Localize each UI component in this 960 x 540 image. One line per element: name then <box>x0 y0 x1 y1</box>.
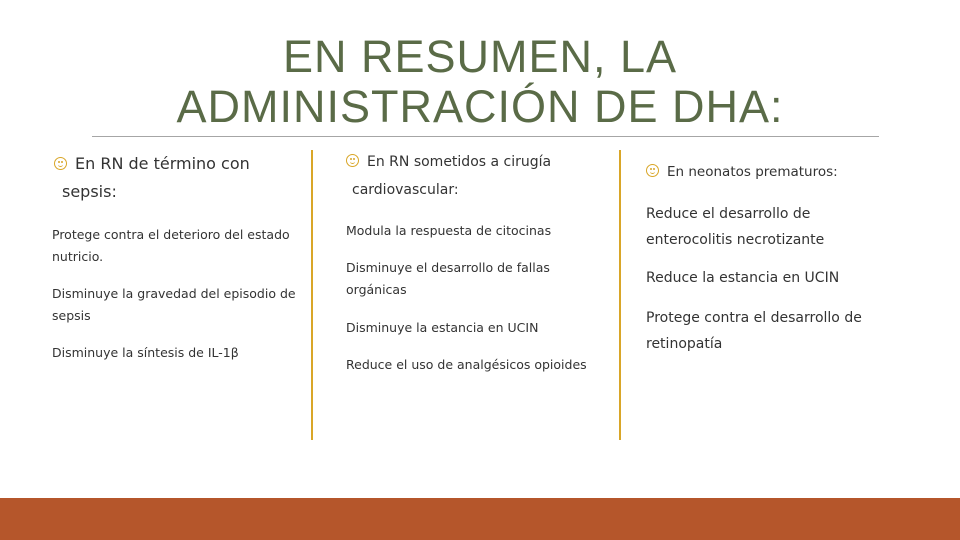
item-line: sepsis <box>52 308 91 323</box>
list-item <box>346 354 608 376</box>
footer-band <box>0 498 960 540</box>
list-item <box>346 257 608 301</box>
slide-title <box>100 32 860 132</box>
item-line: Modula la respuesta de citocinas <box>346 223 552 238</box>
item-line: Disminuye la estancia en UCIN <box>346 320 539 335</box>
list-item <box>52 224 308 268</box>
item-line: Reduce el uso de analgésicos opioides <box>346 357 587 372</box>
smiley-icon <box>54 157 67 170</box>
item-line: Protege contra el deterioro del estado <box>52 227 290 242</box>
column-divider-1 <box>311 150 313 440</box>
item-line: Disminuye la gravedad del episodio de <box>52 286 296 301</box>
smiley-icon <box>646 164 659 177</box>
heading-line-1: En neonatos prematuros: <box>667 164 838 180</box>
smiley-icon <box>346 154 359 167</box>
heading-line-1: En RN sometidos a cirugía <box>367 154 552 170</box>
item-line: Disminuye el desarrollo de fallas <box>346 260 550 275</box>
title-line-1: EN RESUMEN, LA <box>282 31 678 82</box>
list-item <box>646 305 886 357</box>
item-line: retinopatía <box>646 336 723 352</box>
item-line: Disminuye la síntesis de IL-1β <box>52 345 239 360</box>
heading-line-1: En RN de término con <box>75 154 250 173</box>
item-line: Protege contra el desarrollo de <box>646 310 862 326</box>
item-line: nutricio. <box>52 249 104 264</box>
list-item <box>52 283 308 327</box>
column-heading <box>646 161 886 183</box>
column-heading <box>346 148 608 204</box>
heading-line-2: cardiovascular: <box>352 182 459 198</box>
list-item <box>646 265 886 291</box>
column-heading <box>54 150 308 206</box>
item-line: Reduce la estancia en UCIN <box>646 270 840 286</box>
heading-line-2: sepsis: <box>62 182 117 201</box>
column-divider-2 <box>619 150 621 440</box>
column-cardiac-surgery <box>346 150 608 376</box>
list-item <box>646 201 886 253</box>
item-line: enterocolitis necrotizante <box>646 232 825 248</box>
list-item <box>346 220 608 242</box>
item-line: Reduce el desarrollo de <box>646 206 811 222</box>
title-divider <box>92 136 879 137</box>
title-line-2: ADMINISTRACIÓN DE DHA: <box>176 81 784 132</box>
column-term-sepsis <box>52 150 308 364</box>
item-line: orgánicas <box>346 282 407 297</box>
list-item <box>52 342 308 364</box>
column-premature <box>646 150 886 357</box>
list-item <box>346 317 608 339</box>
